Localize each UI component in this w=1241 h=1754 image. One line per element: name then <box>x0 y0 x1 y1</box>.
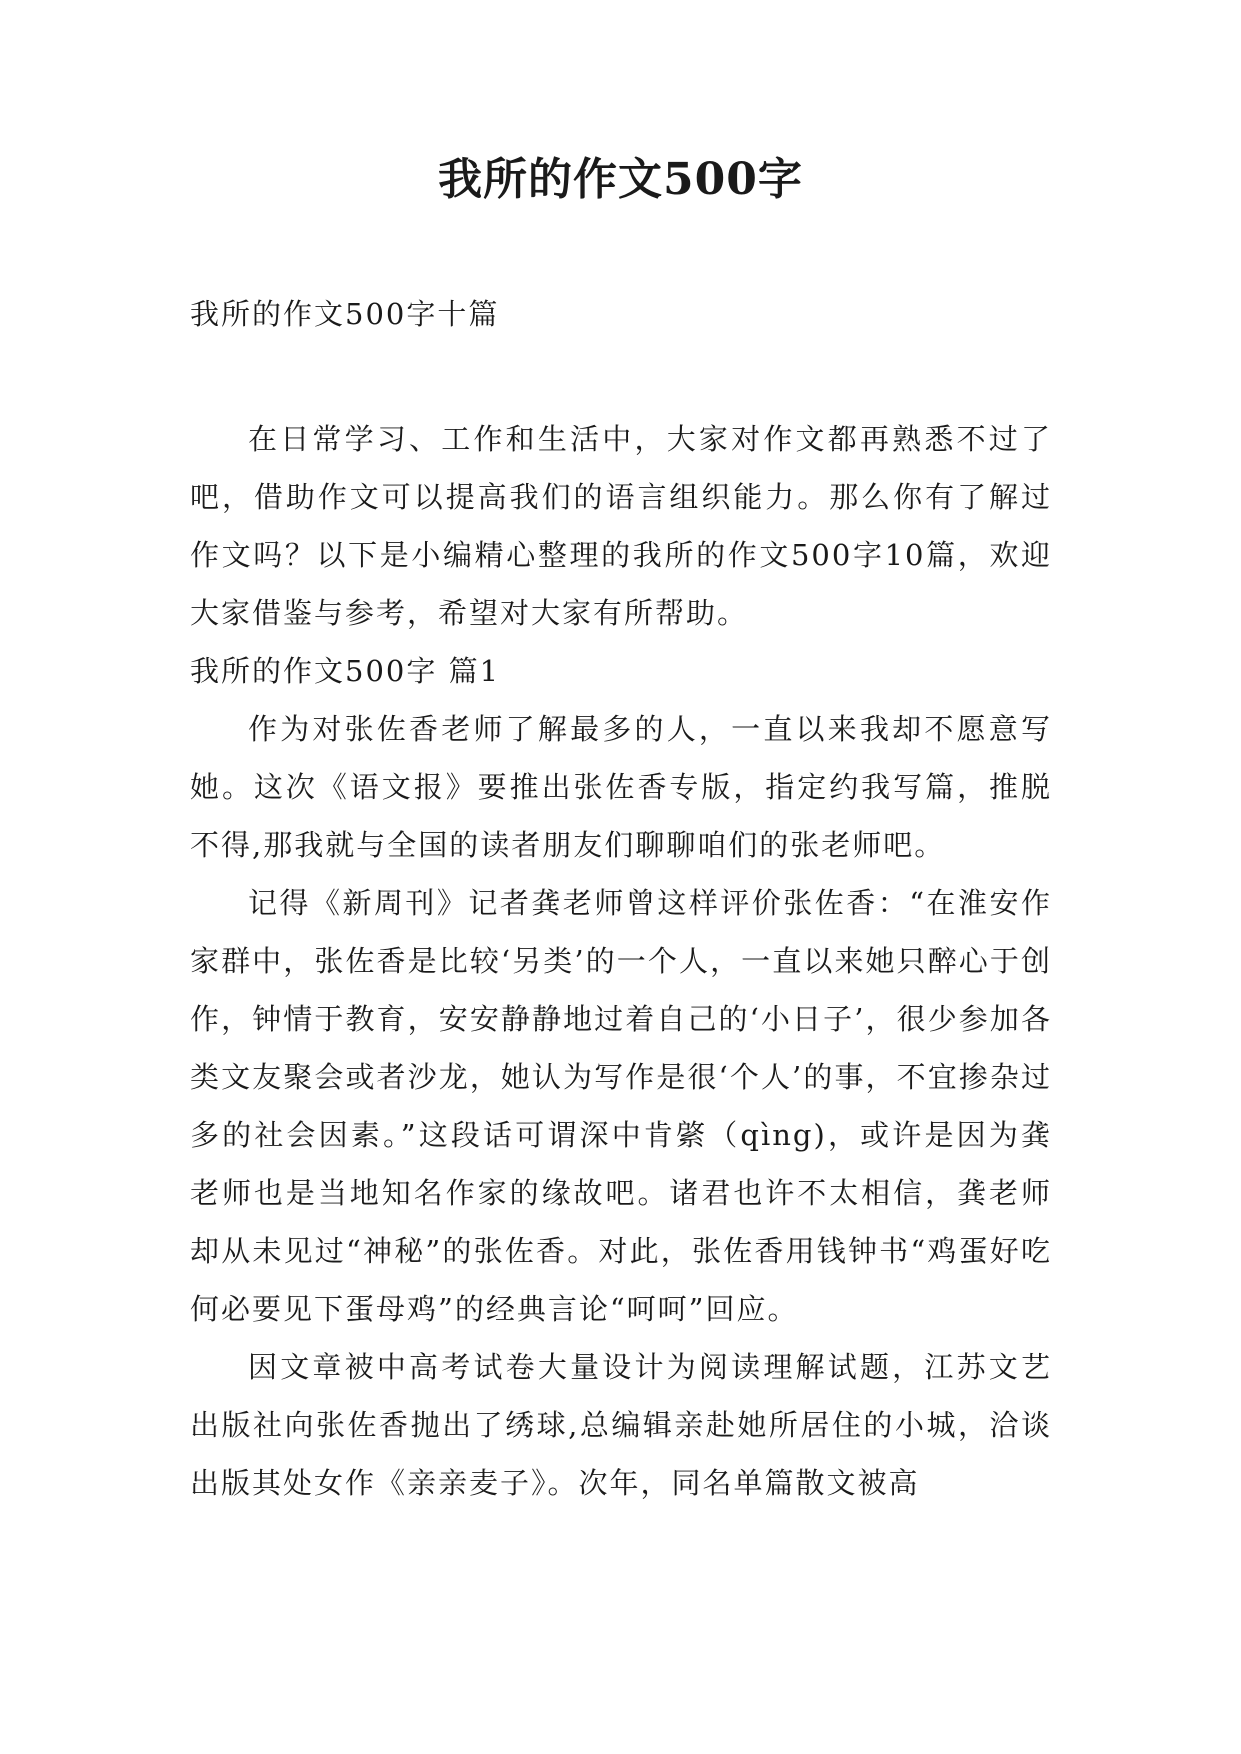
section-heading: 我所的作文500字 篇1 <box>190 654 501 688</box>
document-subtitle: 我所的作文500字十篇 <box>190 297 500 331</box>
document-body <box>190 410 1052 1512</box>
body-paragraph-1: 作为对张佐香老师了解最多的人，一直以来我却不愿意写她。这次《语文报》要推出张佐香专版，指定约我写篇，推脱不得,那我就与全国的读者朋友们聊聊咱们的张老师吧。 <box>190 712 1052 862</box>
intro-paragraph: 在日常学习、工作和生活中，大家对作文都再熟悉不过了吧，借助作文可以提高我们的语言组织能力。那么你有了解过作文吗？以下是小编精心整理的我所的作文500字10篇，欢迎大家借鉴与参考，希望对大家有所帮助。 <box>190 422 1052 630</box>
body-paragraph-3: 因文章被中高考试卷大量设计为阅读理解试题，江苏文艺出版社向张佐香抛出了绣球,总编辑亲赴她所居住的小城，洽谈出版其处女作《亲亲麦子》。次年，同名单篇散文被高 <box>190 1350 1052 1500</box>
document-title: 我所的作文500字 <box>438 154 803 205</box>
body-paragraph-2: 记得《新周刊》记者龚老师曾这样评价张佐香：“在淮安作家群中，张佐香是比较‘另类’的一个人，一直以来她只醉心于创作，钟情于教育，安安静静地过着自己的‘小日子’，很少参加各类文友聚会或者沙龙，她认为写作是很‘个人’的事，不宜掺杂过多的社会因素。”这段话可谓深中肯綮（qìng)，或许是因为龚老师也是当地知名作家的缘故吧。诸君也许不太相信，龚老师却从未见过“神秘”的张佐香。对此，张佐香用钱钟书“鸡蛋好吃何必要见下蛋母鸡”的经典言论“呵呵”回应。 <box>190 886 1052 1326</box>
